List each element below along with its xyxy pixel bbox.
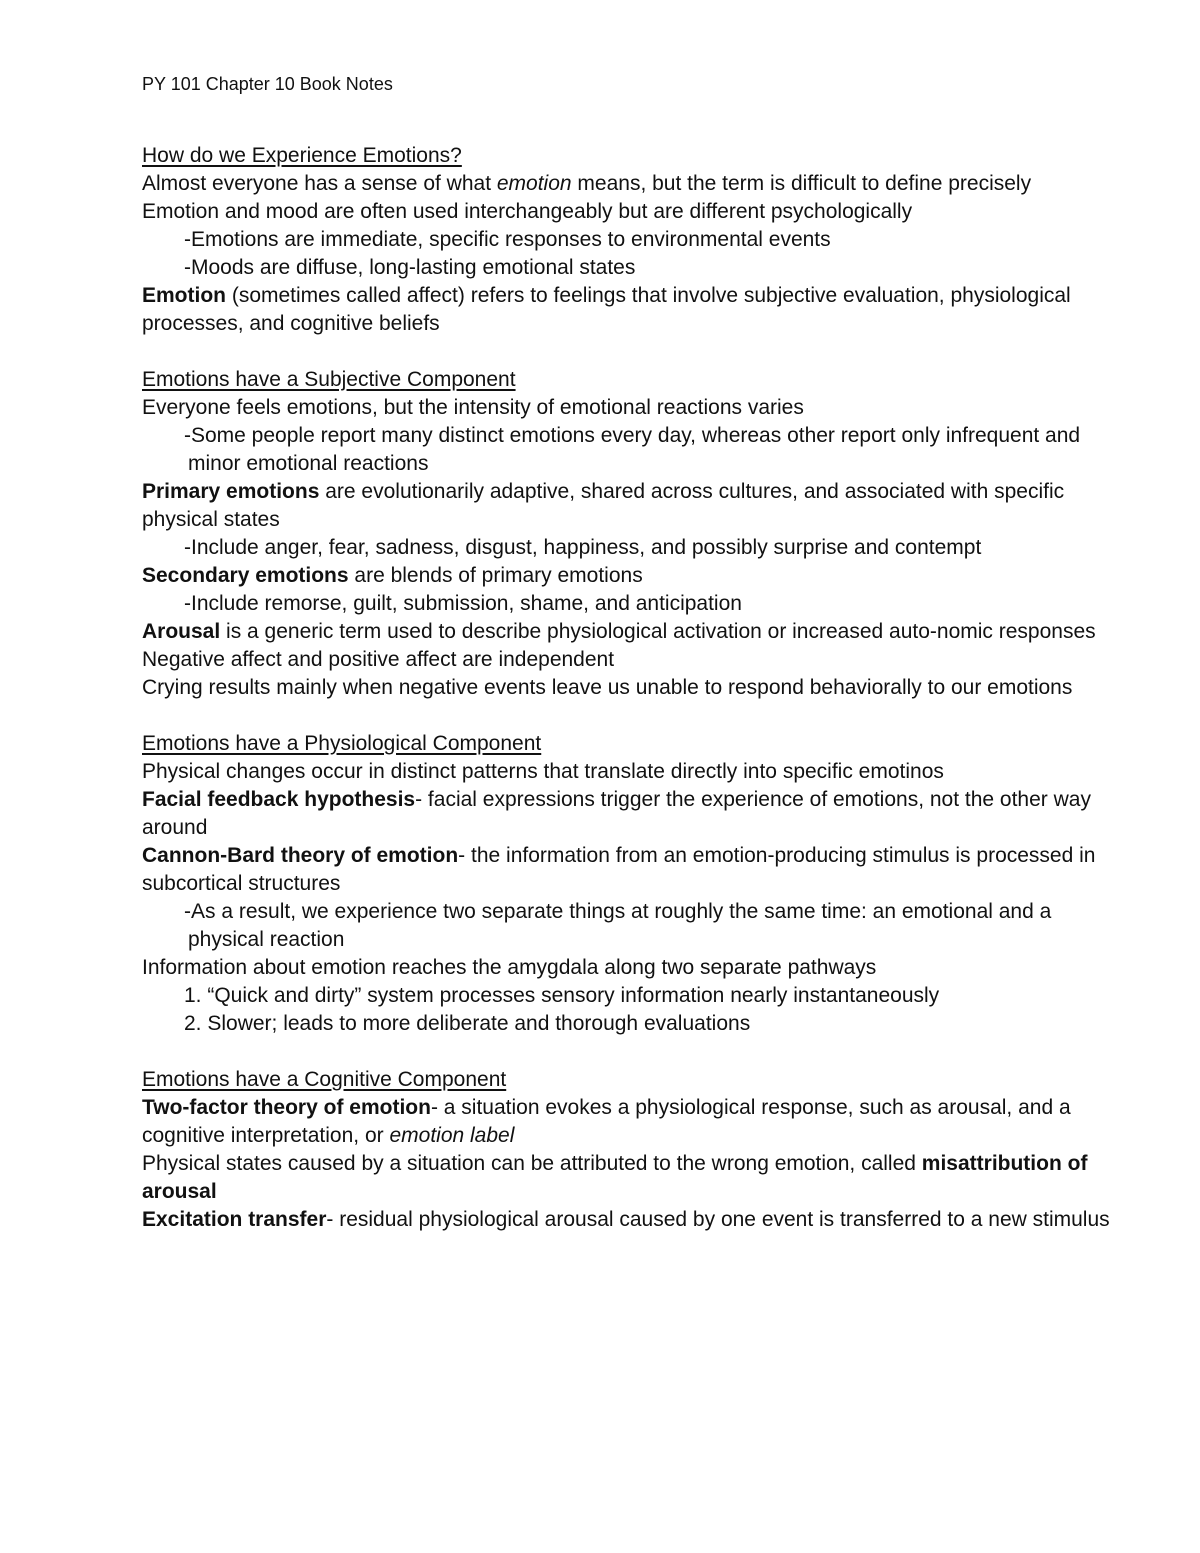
paragraph: Information about emotion reaches the amygdala along two separate pathways xyxy=(142,956,877,979)
definition xyxy=(142,562,1120,590)
definition-text: (sometimes called affect) refers to feelings that involve subjective evaluation, physiological processes, and cognitive beliefs xyxy=(142,284,1071,335)
definition xyxy=(142,786,1120,842)
section-experience xyxy=(142,142,1120,338)
bullet-item: -Some people report many distinct emotions every day, whereas other report only infrequent and minor emotional reactions xyxy=(184,424,1081,475)
defined-term: Arousal xyxy=(142,620,221,643)
definition-text: are evolutionarily adaptive, shared across cultures, and associated with specific physical states xyxy=(142,480,1065,531)
paragraph: Crying results mainly when negative events leave us unable to respond behaviorally to our emotions xyxy=(142,676,1073,699)
italic-term: emotion xyxy=(496,172,572,195)
definition xyxy=(142,1094,1120,1150)
definition xyxy=(142,1206,1120,1234)
definition xyxy=(142,842,1120,898)
numbered-item: 2. Slower; leads to more deliberate and thorough evaluations xyxy=(184,1012,751,1035)
bullet-item: -Include anger, fear, sadness, disgust, happiness, and possibly surprise and contempt xyxy=(184,536,982,559)
definition-text: are blends of primary emotions xyxy=(348,564,643,587)
defined-term: Primary emotions xyxy=(142,480,320,503)
definition xyxy=(142,282,1120,338)
defined-term: Facial feedback hypothesis xyxy=(142,788,416,811)
definition-text: - the information from an emotion-producing stimulus is processed in subcortical structures xyxy=(142,844,1096,895)
document-title: PY 101 Chapter 10 Book Notes xyxy=(142,74,393,94)
bullet-item: -As a result, we experience two separate things at roughly the same time: an emotional and a physical reaction xyxy=(184,900,1052,951)
section-heading: Emotions have a Cognitive Component xyxy=(142,1068,507,1091)
section-heading: Emotions have a Subjective Component xyxy=(142,368,516,391)
paragraph: Negative affect and positive affect are independent xyxy=(142,648,615,671)
bullet-item: -Emotions are immediate, specific responses to environmental events xyxy=(184,228,831,251)
defined-term: Excitation transfer xyxy=(142,1208,327,1231)
section-heading: How do we Experience Emotions? xyxy=(142,144,462,167)
defined-term: Emotion xyxy=(142,284,226,307)
paragraph xyxy=(142,170,1120,198)
paragraph: Emotion and mood are often used interchangeably but are different psychologically xyxy=(142,200,913,223)
section-heading: Emotions have a Physiological Component xyxy=(142,732,542,755)
definition xyxy=(142,618,1120,646)
bullet-item: -Include remorse, guilt, submission, shame, and anticipation xyxy=(184,592,742,615)
section-subjective xyxy=(142,366,1120,702)
definition-text: - a situation evokes a physiological response, such as arousal, and a cognitive interpretation, or xyxy=(142,1096,1071,1147)
bullet-item: -Moods are diffuse, long-lasting emotional states xyxy=(184,256,636,279)
definition-text: Physical states caused by a situation can be attributed to the wrong emotion, called xyxy=(142,1152,922,1175)
paragraph: Physical changes occur in distinct patterns that translate directly into specific emotinos xyxy=(142,760,944,783)
defined-term: Secondary emotions xyxy=(142,564,349,587)
defined-term: Cannon-Bard theory of emotion xyxy=(142,844,459,867)
definition xyxy=(142,478,1120,534)
section-physiological xyxy=(142,730,1120,1038)
definition-text: - residual physiological arousal caused by one event is transferred to a new stimulus xyxy=(326,1208,1110,1231)
definition-text: is a generic term used to describe physiological activation or increased auto-nomic responses xyxy=(220,620,1096,643)
section-cognitive xyxy=(142,1066,1120,1234)
numbered-item: 1. “Quick and dirty” system processes sensory information nearly instantaneously xyxy=(184,984,940,1007)
definition xyxy=(142,1150,1120,1206)
text: Almost everyone has a sense of what xyxy=(142,172,497,195)
paragraph: Everyone feels emotions, but the intensity of emotional reactions varies xyxy=(142,396,804,419)
defined-term: misattribution of arousal xyxy=(142,1152,1088,1203)
text: means, but the term is difficult to define precisely xyxy=(571,172,1032,195)
italic-term: emotion label xyxy=(389,1124,515,1147)
definition-text: - facial expressions trigger the experience of emotions, not the other way around xyxy=(142,788,1091,839)
defined-term: Two-factor theory of emotion xyxy=(142,1096,431,1119)
